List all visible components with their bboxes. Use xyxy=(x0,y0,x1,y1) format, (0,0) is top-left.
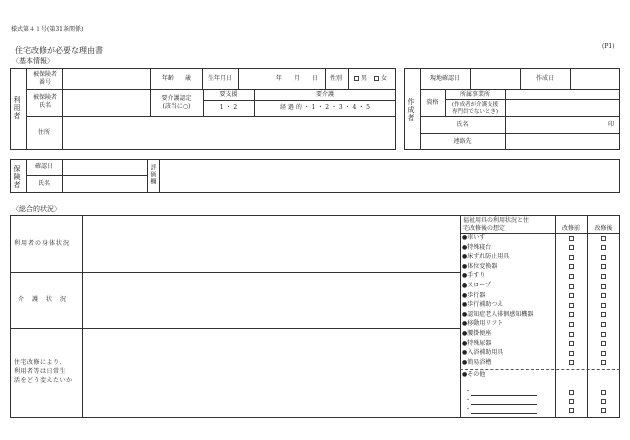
after-checkbox[interactable] xyxy=(601,284,606,289)
age-label: 年齢 xyxy=(162,75,175,82)
before-checkbox[interactable] xyxy=(569,322,574,327)
welfare-item-label: ●スロープ xyxy=(462,282,491,289)
daily-life-goal-field[interactable] xyxy=(83,329,459,417)
care-situation-field[interactable] xyxy=(83,273,459,327)
birthdate-value: 年 月 日 xyxy=(276,75,319,82)
creator-side-label: 作成者 xyxy=(407,98,415,122)
other-item-field[interactable] xyxy=(471,413,537,414)
before-checkbox[interactable] xyxy=(569,284,574,289)
other-item-bullet: ・ xyxy=(465,397,472,404)
welfare-item-label: ●入浴補助用具 xyxy=(462,349,504,357)
qualification-label: 資格 xyxy=(426,99,439,106)
welfare-item-label: ●体位変換器 xyxy=(462,262,498,270)
form-number: 様式第４１号(第31条関係) xyxy=(11,26,84,33)
qualification-note: (作成者が介護支援 専門員でないとき) xyxy=(451,102,499,116)
welfare-item-label: ●認知症老人徘徊感知機器 xyxy=(462,310,534,318)
evaluation-label: 評価欄 xyxy=(149,164,156,185)
before-checkbox[interactable] xyxy=(569,236,574,241)
support-label: 要支援 xyxy=(219,91,238,98)
other-after-checkbox[interactable] xyxy=(601,399,606,404)
welfare-item-label: ●特殊尿器 xyxy=(462,339,492,347)
insured-name-field[interactable] xyxy=(63,90,149,115)
after-checkbox[interactable] xyxy=(601,303,606,308)
before-checkbox[interactable] xyxy=(569,274,574,279)
age-unit: 歳 xyxy=(185,75,192,82)
document-title: 住宅改修が必要な理由書 xyxy=(15,46,103,55)
before-checkbox[interactable] xyxy=(569,303,574,308)
before-checkbox[interactable] xyxy=(569,332,574,337)
after-checkbox[interactable] xyxy=(601,264,606,269)
welfare-item-label: ●歩行補助つえ xyxy=(462,301,504,309)
after-checkbox[interactable] xyxy=(601,322,606,327)
gender-female-checkbox[interactable] xyxy=(374,76,379,81)
before-checkbox[interactable] xyxy=(569,341,574,346)
after-checkbox[interactable] xyxy=(601,360,606,365)
insurer-confirm-date-label: 確認日 xyxy=(34,163,53,170)
after-checkbox[interactable] xyxy=(601,245,606,250)
created-date-label: 作成日 xyxy=(535,75,554,82)
seal-mark: 印 xyxy=(608,121,615,128)
office-label: 所属事業所 xyxy=(459,91,490,98)
gender-male-label: 男 xyxy=(361,75,368,82)
before-checkbox[interactable] xyxy=(569,264,574,269)
physical-condition-field[interactable] xyxy=(83,216,459,271)
welfare-item-label: ●床ずれ防止用具 xyxy=(462,253,510,261)
after-checkbox[interactable] xyxy=(601,332,606,337)
insured-number-field[interactable] xyxy=(63,69,149,88)
care-situation-label: 介 護 状 況 xyxy=(18,296,68,303)
user-side-label: 利用者 xyxy=(13,96,21,120)
other-item-bullet: ・ xyxy=(465,388,472,395)
other-before-checkbox[interactable] xyxy=(569,390,574,395)
evaluation-field[interactable] xyxy=(160,160,619,192)
after-checkbox[interactable] xyxy=(601,274,606,279)
after-checkbox[interactable] xyxy=(601,255,606,260)
other-item-field[interactable] xyxy=(471,404,537,405)
care-cert-label: 要介護認定 (該当に○) xyxy=(161,95,192,111)
creator-name-label: 氏名 xyxy=(456,121,469,128)
welfare-item-label: ●腰掛便座 xyxy=(462,330,492,337)
other-item-bullet: ・ xyxy=(465,406,472,413)
welfare-item-label: ●手すり xyxy=(462,272,486,280)
insured-name-label: 被保険者 氏名 xyxy=(32,94,57,109)
welfare-item-label: ●特殊寝台 xyxy=(462,243,492,251)
after-checkbox[interactable] xyxy=(601,236,606,241)
overall-status-heading: 〈総合的状況〉 xyxy=(12,205,61,213)
gender-female-label: 女 xyxy=(381,75,388,82)
other-before-checkbox[interactable] xyxy=(569,408,574,413)
other-item-field[interactable] xyxy=(471,395,537,396)
col-before-label: 改修前 xyxy=(561,225,580,232)
address-label: 住所 xyxy=(37,129,50,136)
after-checkbox[interactable] xyxy=(601,293,606,298)
other-label: ●その他 xyxy=(462,371,486,378)
other-after-checkbox[interactable] xyxy=(601,408,606,413)
before-checkbox[interactable] xyxy=(569,293,574,298)
col-after-label: 改修後 xyxy=(594,225,613,232)
birthdate-label: 生年月日 xyxy=(208,75,233,82)
page-mark: (P1) xyxy=(602,43,615,50)
site-confirm-date-label: 現地確認日 xyxy=(429,75,460,82)
welfare-item-label: ●車いす xyxy=(462,234,486,241)
welfare-header: 福祉用具の利用状況と住 宅改修後の想定 xyxy=(463,217,530,233)
care-label: 要介護 xyxy=(315,91,334,98)
basic-info-heading: 〈基本情報〉 xyxy=(12,57,54,65)
before-checkbox[interactable] xyxy=(569,360,574,365)
other-after-checkbox[interactable] xyxy=(601,390,606,395)
after-checkbox[interactable] xyxy=(601,341,606,346)
address-field[interactable] xyxy=(63,117,395,149)
gender-male-checkbox[interactable] xyxy=(354,76,359,81)
welfare-item-label: ●歩行器 xyxy=(462,291,486,299)
insurer-side-label: 保険者 xyxy=(13,165,21,189)
gender-label: 性別 xyxy=(330,75,343,82)
before-checkbox[interactable] xyxy=(569,312,574,317)
other-before-checkbox[interactable] xyxy=(569,399,574,404)
before-checkbox[interactable] xyxy=(569,351,574,356)
before-checkbox[interactable] xyxy=(569,245,574,250)
daily-life-goal-label: 住宅改修により、 利用者等は日常生 活をどう変えたいか xyxy=(14,359,73,384)
physical-condition-label: 利用者の身体状況 xyxy=(14,240,71,247)
before-checkbox[interactable] xyxy=(569,255,574,260)
after-checkbox[interactable] xyxy=(601,351,606,356)
contact-label: 連絡先 xyxy=(453,138,472,145)
after-checkbox[interactable] xyxy=(601,312,606,317)
care-levels[interactable]: 経 過 的 ・ 1 ・ 2 ・ 3 ・ 4 ・ 5 xyxy=(280,104,370,111)
support-levels[interactable]: 1 ・ 2 xyxy=(219,104,238,111)
insurer-name-label: 氏名 xyxy=(37,180,50,187)
welfare-item-label: ●移動用リフト xyxy=(462,320,504,328)
welfare-item-label: ●簡易浴槽 xyxy=(462,358,492,366)
insured-number-label: 被保険者 番号 xyxy=(32,71,57,86)
